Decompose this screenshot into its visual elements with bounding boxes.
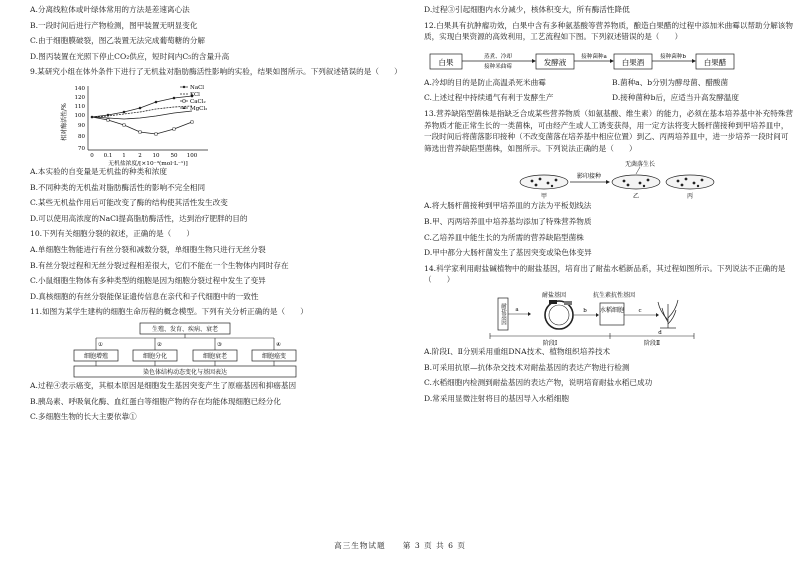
ytick: 90 bbox=[78, 122, 85, 129]
salt-tolerant-rice-figure bbox=[424, 290, 794, 346]
q14-option-a: A.阶段Ⅰ、Ⅱ分别采用重组DNA技术、植物组织培养技术 bbox=[424, 346, 611, 356]
chart-xlabel: 无机盐浓度/[×10⁻³(mol·L⁻¹)] bbox=[108, 160, 188, 166]
flow-arrow1-bottom: 接种米曲霉 bbox=[484, 63, 512, 70]
ytick: 70 bbox=[78, 145, 85, 152]
q12-option-a: A.冷却的目的是防止高温杀死米曲霉 bbox=[424, 77, 546, 87]
rice-cell-label: 水稻细胞 bbox=[599, 306, 625, 314]
dish-jia: 甲 bbox=[540, 193, 548, 201]
flow-arrow2-top: 接种菌种a bbox=[581, 53, 607, 60]
left-gene-label: 耐盐基因 bbox=[500, 302, 506, 325]
ytick: 100 bbox=[74, 112, 85, 119]
q9-stem: 9.某研究小组在体外条件下进行了无机盐对脂肪酶活性影响的实验，结果如图所示。下列叙述错误的是（ ） bbox=[30, 67, 402, 77]
q14-option-b: B.可采用抗原—抗体杂交技术对耐盐基因的表达产物进行检测 bbox=[424, 362, 630, 372]
num-2: ② bbox=[157, 341, 162, 348]
q9-chart bbox=[30, 82, 400, 166]
ytick: 110 bbox=[74, 103, 85, 110]
xtick: 100 bbox=[186, 152, 198, 159]
q13-option-c: C.乙培养皿中能生长的为所需的营养缺陷型菌株 bbox=[424, 232, 584, 242]
letter-b: b bbox=[583, 307, 587, 314]
letter-a: a bbox=[515, 306, 519, 313]
flow-node-2: 发酵液 bbox=[543, 57, 567, 67]
chart-legend bbox=[180, 85, 207, 112]
box-aging: 细胞衰老 bbox=[202, 352, 228, 360]
num-3: ③ bbox=[217, 341, 222, 348]
q12-option-c: C.上述过程中持续通气有利于发酵生产 bbox=[424, 93, 554, 103]
q14-figure bbox=[424, 290, 794, 346]
xtick: 10 bbox=[152, 152, 160, 159]
q12-option-b: B.菌种a、b分别为酵母菌、醋酸菌 bbox=[612, 77, 729, 87]
legend-cacl2: CaCl₂ bbox=[190, 98, 206, 105]
box-cancer: 细胞癌变 bbox=[261, 352, 287, 360]
q10-stem: 10.下列有关细胞分裂的叙述，正确的是（ ） bbox=[30, 229, 194, 239]
ytick: 80 bbox=[78, 133, 85, 140]
q13-figure bbox=[424, 158, 794, 200]
stage-1-label: 阶段Ⅰ bbox=[542, 339, 558, 346]
q9-option-d: D.可以使用高浓度的NaCl提高脂肪酶活性，达到治疗肥胖的目的 bbox=[30, 213, 248, 223]
xtick: 50 bbox=[170, 152, 178, 159]
dish-bing: 丙 bbox=[686, 193, 694, 201]
q10-option-a: A.单细胞生物能进行有丝分裂和减数分裂，单细胞生物只进行无丝分裂 bbox=[30, 244, 266, 254]
rice-plant-icon bbox=[658, 300, 678, 328]
num-4: ④ bbox=[276, 341, 281, 348]
box-differentiation: 细胞分化 bbox=[142, 352, 168, 360]
q12-stem: 12.白果具有抗肿瘤功效，白果中含有多种氨基酸等营养物质，酿造白果醋的过程中添加米曲霉以帮助分解该物质，实现白果资源的高效利用，工艺流程如下图。下列叙述错误的是（ ） bbox=[424, 20, 793, 42]
q12-options bbox=[424, 77, 794, 108]
box-proliferation: 细胞增殖 bbox=[83, 352, 109, 360]
prev-option-d: D.图丙装置在光照下停止CO₂供应，短时间内C₅的含量升高 bbox=[30, 51, 230, 61]
right-column bbox=[424, 4, 794, 408]
flow-arrow1-top: 蒸煮、冷却 bbox=[484, 53, 512, 60]
q13-stem: 13.营养缺陷型菌株是指缺乏合成某些营养物质（如氨基酸、维生素）的能力，必须在基本培养基中补充特殊营养物质才能正常生长的一类菌株，可由经产生或人工诱变获得，用一定方法将变大肠杆菌接种到甲培养皿中，一段时间后将菌落影印接种（不改变菌落在培养基中相应位置）到乙、丙两培养皿中，进一步培养一段时间可筛选出营养缺陷型菌株，如图所示。下列说法正确的是（ ） bbox=[424, 108, 793, 153]
q9-option-a: A.本实验的自变量是无机盐的种类和浓度 bbox=[30, 166, 167, 176]
q11-option-a: A.过程④表示癌变，其根本原因是细胞发生基因突变产生了原癌基因和抑癌基因 bbox=[30, 380, 297, 390]
diagram-top: 生殖、发育、疾病、衰老 bbox=[151, 325, 219, 333]
prev-option-c: C.由于细胞膜破裂，图乙装置无法完成葡萄糖的分解 bbox=[30, 36, 206, 46]
replica-arrow-label: 影印接种 bbox=[576, 173, 602, 181]
letter-d: d bbox=[658, 329, 662, 336]
flow-node-1: 白果 bbox=[438, 57, 454, 67]
ginkgo-vinegar-flow bbox=[424, 47, 794, 77]
no-colony-label: 无菌落生长 bbox=[624, 161, 656, 169]
q14-stem: 14.科学家利用耐盐碱植物中的耐盐基因，培育出了耐盐水稻新品系，其过程如图所示。下列说法不正确的是（ ） bbox=[424, 263, 786, 285]
replica-plating-figure bbox=[424, 158, 794, 200]
top-label-gene: 耐盐基因 bbox=[541, 291, 567, 299]
left-column bbox=[30, 4, 400, 427]
top-label-antibiotic: 抗生素抗性基因 bbox=[592, 291, 636, 299]
ytick: 140 bbox=[74, 85, 85, 92]
q10-option-d: D.真核细胞的有丝分裂能保证遗传信息在亲代和子代细胞中的一致性 bbox=[30, 291, 259, 301]
q13-option-d: D.甲中都分大肠杆菌发生了基因突变或染色体变异 bbox=[424, 248, 592, 258]
page-footer: 高三生物试题 第 3 页 共 6 页 bbox=[334, 541, 466, 550]
q11-option-c: C.多细胞生物的长大主要依靠① bbox=[30, 412, 137, 422]
cell-life-diagram bbox=[30, 322, 330, 380]
q14-option-c: C.水稻细胞内检测到耐盐基因的表达产物，说明培育耐盐水稻已成功 bbox=[424, 378, 653, 388]
q11-diagram bbox=[30, 322, 400, 380]
q9-option-b: B.不同种类的无机盐对脂肪酶活性的影响不完全相同 bbox=[30, 182, 206, 192]
xtick: 1 bbox=[122, 152, 126, 159]
q11-option-d: D.过程③引起细胞内水分减少，核体积变大，所有酶活性降低 bbox=[424, 5, 630, 14]
ytick: 120 bbox=[74, 94, 85, 101]
q10-option-c: C.小鼠细胞生物体有多种类型的细胞是因为细胞分裂过程中发生了变异 bbox=[30, 276, 266, 286]
diagram-bottom: 染色体结构动态变化与基因表达 bbox=[142, 368, 228, 376]
q12-option-d: D.接种菌种b后，应适当升高发酵温度 bbox=[612, 93, 739, 103]
letter-c: c bbox=[638, 307, 642, 314]
xtick: 0.1 bbox=[103, 152, 113, 159]
enzyme-activity-chart bbox=[30, 82, 290, 166]
num-1: ① bbox=[98, 341, 103, 348]
prev-option-a: A.分离线粒体或叶绿体常用的方法是差速离心法 bbox=[30, 5, 190, 14]
chart-ylabel: 相对酶活性/% bbox=[61, 103, 68, 141]
q12-flow bbox=[424, 47, 794, 77]
q13-option-b: B.甲、丙两培养皿中培养基均添加了特殊营养物质 bbox=[424, 216, 592, 226]
q14-option-d: D.常采用显微注射将目的基因导入水稻细胞 bbox=[424, 393, 569, 403]
flow-node-3: 白果酒 bbox=[621, 57, 645, 67]
flow-arrow3-top: 接种菌种b bbox=[660, 53, 686, 60]
dish-yi: 乙 bbox=[632, 193, 640, 201]
flow-node-4: 白果醋 bbox=[703, 57, 727, 67]
q11-option-b: B.胰岛素、呼吸氧化酶、血红蛋白等细胞产物的存在均能体现细胞已经分化 bbox=[30, 396, 281, 406]
q10-option-b: B.有丝分裂过程和无丝分裂过程相差很大，它们不能在一个生物体内同时存在 bbox=[30, 260, 289, 270]
legend-kcl: KCl bbox=[190, 91, 200, 98]
q13-option-a: A.将大肠杆菌接种到甲培养皿的方法为平板划线法 bbox=[424, 201, 592, 211]
q9-option-c: C.某些无机盐作用后可能改变了酶的结构使其活性发生改变 bbox=[30, 198, 228, 208]
stage-2-label: 阶段Ⅱ bbox=[643, 339, 661, 346]
legend-nacl: NaCl bbox=[190, 84, 205, 91]
q11-stem: 11.如图为某学生建构的细胞生命历程的概念模型。下列有关分析正确的是（ ） bbox=[30, 307, 308, 317]
legend-mgcl2: MgCl₂ bbox=[190, 105, 208, 112]
xtick: 0 bbox=[90, 152, 94, 159]
xtick: 2 bbox=[138, 152, 142, 159]
prev-option-b: B.一段时间后进行产物检测，图甲装置无明显变化 bbox=[30, 20, 198, 30]
